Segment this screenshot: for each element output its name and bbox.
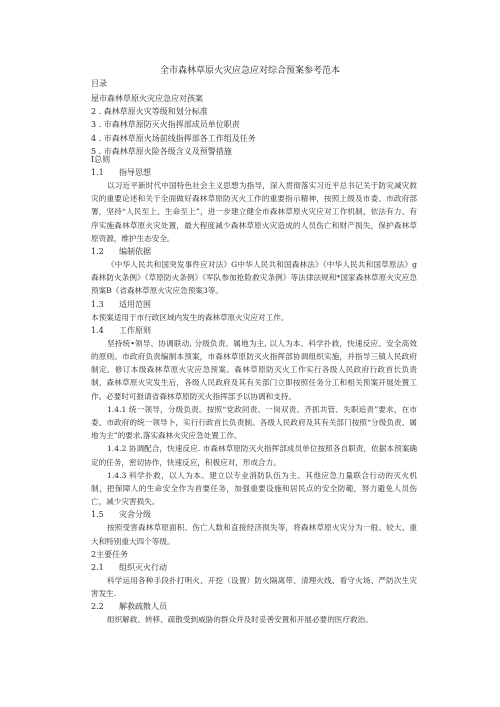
subsection-number: 1.3	[91, 299, 104, 309]
subsection-title: 灾舍分级	[119, 510, 151, 520]
subsection-number: 1.4	[91, 325, 104, 335]
paragraph: 组织解救、转移、疏散受到威胁的群众并及时妥善安置和开展必要的医疗救治。	[107, 615, 373, 625]
paragraph: 以习近平新时代中国特色社会主义思想为指导，深入贯彻落实习近平总书记关于防灾减灾救灾的重要论述和关于全面做好森林草原防灭火工作的重要指示精神，按照上级及市委、市政府部署，坚持“人民至上、生命至上”，进一步建立健全市森林草原火灾应对工作机制，依法有力、有序实施森林草原火灾处置，最大程度减少森林草原火灾造成的人员伤亡和财产损失，保护森林草原资源，维护生态安全。	[91, 181, 417, 243]
subsection-title: 解救疏散人员	[119, 602, 167, 612]
subsection-title: 编制依据	[119, 247, 151, 257]
table-of-contents	[91, 92, 421, 158]
toc-item[interactable]: 3 . 市森林草原防灭火指挥部成员单位职责	[91, 120, 240, 130]
subsection-number: 1.2	[91, 247, 104, 257]
subsection-heading	[91, 508, 417, 521]
subsection-number: 2.1	[91, 562, 104, 572]
subsection-title: 工作原则	[119, 325, 151, 335]
subsection-number: 2.2	[91, 602, 104, 612]
paragraph: 坚持统•领导、协调联动, 分级负责、属地为主, 以人为本、科学扑救，快速反应、安全高效的原则。市政府负责编制本预案，市森林草原防灭火指挥部协调组织实施，并指导三镇人民政府制定、修订本级森林草原火灾应急预案。森林草原防灭火工作实行各级人民政府行政首长负责制，森林草原火灾发生后，各级人民政府及其有关部门立即按照任务分工和相关预案开展处置工作。必要时可报请省森林草原防灭火指挥部予以协调和支持。	[91, 338, 417, 401]
paragraph: 1.4.3 科学扑救，以人为本。建立以专业消防队伍为主、其他应急力量联合行动的灭火机制，把保障人的生命安全作为首要任务，加强重要设施和居民点的安全防範，努力避免人员伤亡，减少灾害损失。	[91, 470, 417, 507]
toc-item[interactable]: 屋市森林草原火灾应急应对孩案	[91, 94, 203, 103]
subsection-heading	[91, 298, 417, 311]
section-heading: 2主要任务	[91, 549, 129, 559]
subsection-heading	[91, 166, 417, 179]
toc-item[interactable]: 5 . 市森林草原火险各级含义及预警措施	[91, 146, 232, 156]
subsection-heading	[91, 600, 417, 613]
subsection-heading	[91, 561, 417, 574]
paragraph: 1.4.2 协调配合，快速反应. 市森林草原防灭火指挥部成员单位按照各自职责，依据本预案确定的任务，密切协作，快速反应，积极应对，形成合力。	[91, 444, 417, 467]
subsection-number: 1.1	[91, 168, 104, 177]
toc-heading: 目录	[91, 79, 107, 88]
toc-item[interactable]: 4 . 市森林草原火场前线指挥部各工作组及任务	[91, 133, 256, 143]
subsection-heading	[91, 245, 417, 258]
toc-item[interactable]: 2 . 森林草原火灾等级和划分标准	[91, 107, 208, 117]
paragraph: 《中华人民共和国突发事件应对法》G中华人民共和国森林法》《中华人民共和国草原法》g森林防火条例》《草原防火条例》《军队参加抢险救灾条例》等法律法规和*国家森林草原火灾应急预案B《省森林草原火灾应急预案3等。	[91, 260, 417, 296]
subsection-title: 适用范围	[119, 299, 151, 309]
paragraph: 1.4.1 统一领导，分级负责。按照“党政同责、一岗双责、齐抓共管、失职追责”要求，在市委、市政府的统一领导卜，实行行政首长负责制。各级人民政府及其有关部门按照“分级负责、属地为主”的要求,落实森林火灾应急处置工作。	[91, 404, 417, 441]
section-heading: I总则	[91, 155, 111, 164]
paragraph: 按照受害森林草原面积、伤亡人数和直接经济损失等，将森林草原火灾分为一般、较大、重大和特别重大四个等级。	[91, 523, 417, 546]
subsection-title: 组织灭火行动	[119, 562, 167, 572]
paragraph: 科学运用各种手段扑打明火、开挖（设置）防火隔离带、清理火线、看守火场、严防次生灾害发生.	[91, 575, 417, 599]
document-body	[91, 153, 417, 626]
subsection-heading	[91, 324, 417, 337]
subsection-number: 1.5	[91, 510, 104, 520]
paragraph: 本预案适用于市行政区域内发生的森林草原火灾应对工作。	[91, 312, 289, 322]
subsection-title: 指导思想	[119, 168, 151, 177]
document-title: 全市森林草原火灾应急应对综合预案参考范本	[159, 66, 340, 76]
